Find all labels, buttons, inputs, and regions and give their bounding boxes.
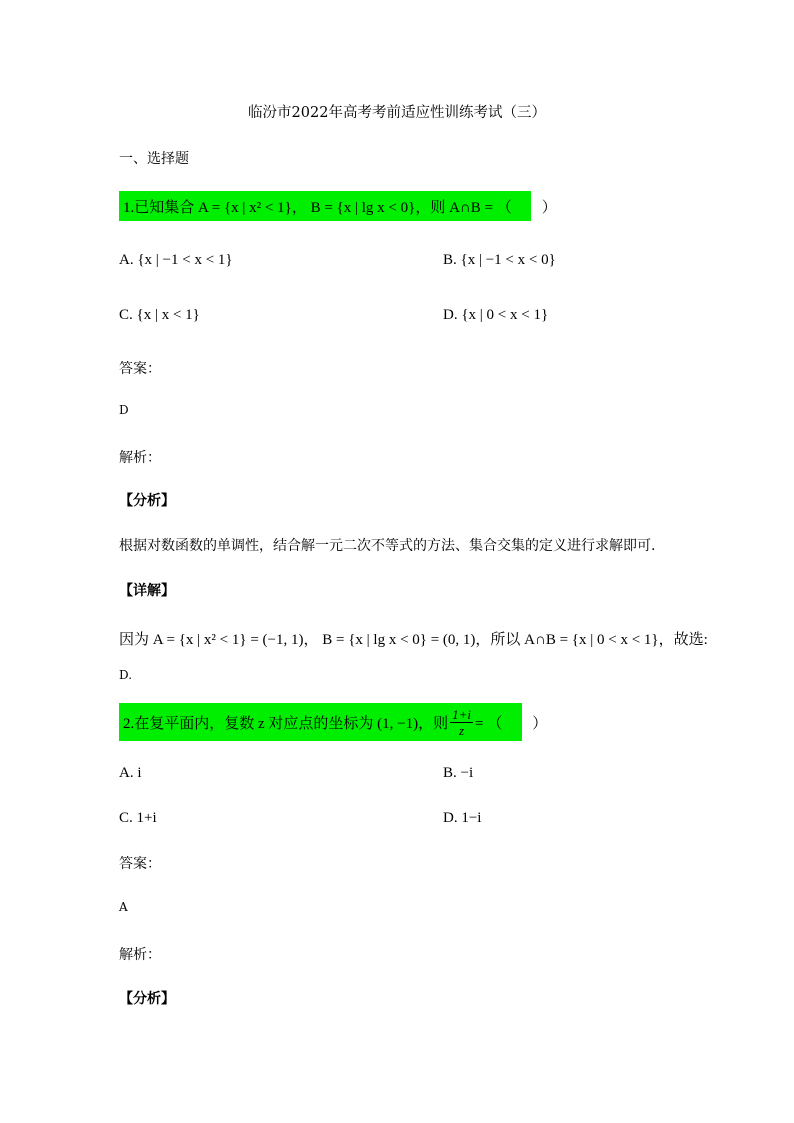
q2-answer-value: A xyxy=(119,900,128,914)
question-1-stem xyxy=(119,191,557,221)
question-1-stem-text: 1.已知集合 A = {x | x² < 1}， B = {x | lg x < 0}，则 A∩B = （ ） xyxy=(123,199,557,216)
page-title: 临汾市2022年高考考前适应性训练考试（三） xyxy=(248,105,546,121)
q2-option-a: A. i xyxy=(119,765,142,781)
q1-option-a: A. {x | −1 < x < 1} xyxy=(119,252,233,268)
q2-analysis-label: 解析： xyxy=(119,947,161,963)
q1-xiangjie-text: 因为 A = {x | x² < 1} = (−1, 1)， B = {x | lg x < 0} = (0, 1)，所以 A∩B = {x | 0 < x < 1}，故选: xyxy=(119,632,708,648)
q2-fenxi-heading: 【分析】 xyxy=(119,991,175,1007)
q2-answer-label: 答案： xyxy=(119,856,161,872)
q1-answer-label: 答案： xyxy=(119,361,161,377)
q1-xiangjie-end: D. xyxy=(119,668,133,682)
q1-option-b: B. {x | −1 < x < 0} xyxy=(443,252,556,268)
fraction-denominator: z xyxy=(459,722,465,738)
q2-option-d: D. 1−i xyxy=(443,810,482,826)
question-2-stem xyxy=(119,703,548,741)
question-2-stem-suffix: = （ ） xyxy=(475,715,548,732)
q1-answer-value: D xyxy=(119,403,129,417)
q2-option-c: C. 1+i xyxy=(119,810,157,826)
q1-xiangjie-heading: 【详解】 xyxy=(119,583,175,599)
q1-fenxi-text: 根据对数函数的单调性，结合解一元二次不等式的方法、集合交集的定义进行求解即可. xyxy=(119,538,656,554)
q1-fenxi-heading: 【分析】 xyxy=(119,493,175,509)
q1-option-d: D. {x | 0 < x < 1} xyxy=(443,307,549,323)
section-heading: 一、选择题 xyxy=(119,151,189,167)
fraction-numerator: 1+i xyxy=(452,706,471,722)
q1-option-c: C. {x | x < 1} xyxy=(119,307,200,323)
question-2-stem-prefix: 2.在复平面内，复数 z 对应点的坐标为 (1, −1)，则 xyxy=(123,715,449,732)
question-2-fraction xyxy=(450,707,473,738)
q1-analysis-label: 解析： xyxy=(119,450,161,466)
q2-option-b: B. −i xyxy=(443,765,474,781)
